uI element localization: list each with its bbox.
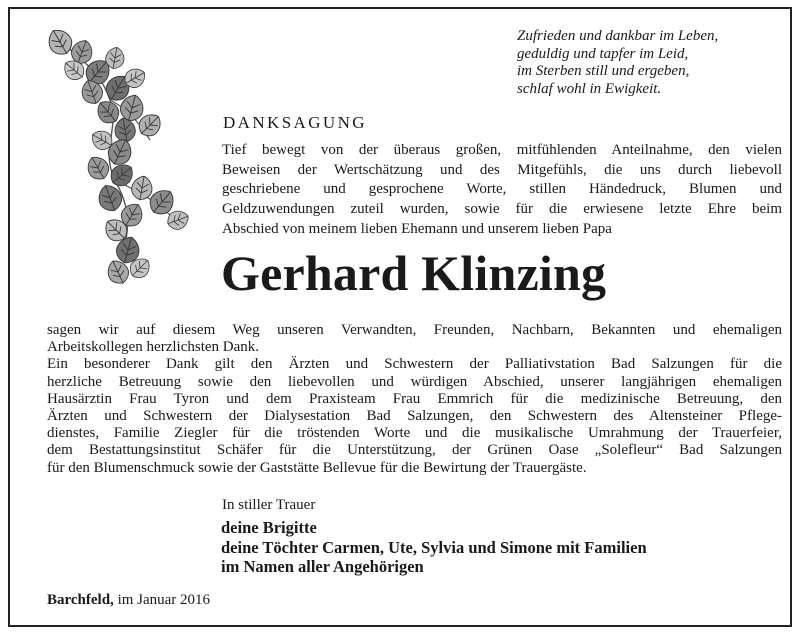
poem-line: geduldig und tapfer im Leid, (517, 45, 689, 62)
poem-line: im Sterben still und ergeben, (517, 63, 690, 79)
body-line: Hausärztin Frau Tyron und dem Praxisteam Frau Emmrich für die medizinische Betreuung, den (47, 390, 782, 407)
signature-line: deine Töchter Carmen, Ute, Sylvia und Simone mit Familien (221, 537, 647, 557)
date-text: im Januar 2016 (117, 592, 211, 608)
intro-line: geschriebene und gesprochene Worte, stillen Händedruck, Blumen und (222, 181, 782, 198)
body-line: dem Bestattungsinstitut Schäfer für die Unterstützung, der Grünen Oase „Solefleur“ Bad Salzungen (47, 442, 782, 459)
intro-line: Tief bewegt von der überaus großen, mitfühlenden Anteilnahme, den vielen (222, 142, 782, 158)
ivy-leaves-icon (40, 30, 190, 290)
signatures (221, 518, 647, 577)
body-paragraph (47, 322, 782, 477)
intro-line: Abschied von meinem lieben Ehemann und unserem lieben Papa (222, 220, 612, 237)
intro-line: Geldzuwendungen zuteil wurden, sowie für die erwiesene letzte Ehre beim (222, 201, 782, 218)
memorial-poem (517, 28, 787, 98)
body-line: herzliche Betreuung sowie den liebevollen und würdigen Abschied, unserer langjährigen ehemaligen (47, 373, 782, 390)
place-name: Barchfeld, (47, 592, 114, 608)
body-line: sagen wir auf diesem Weg unseren Verwandten, Freunden, Nachbarn, Bekannten und ehemaligen (47, 322, 782, 338)
body-line: Arbeitskollegen herzlichsten Dank. (47, 339, 260, 356)
body-line: für den Blumenschmuck sowie der Gaststätte Bellevue für die Bewirtung der Trauergäste. (47, 459, 587, 476)
intro-line: Beweisen der Wertschätzung und des Mitgefühls, die uns durch liebevoll (222, 161, 782, 178)
signature-line: deine Brigitte (221, 518, 317, 537)
mourning-label: In stiller Trauer (222, 497, 316, 513)
intro-paragraph (222, 141, 782, 239)
poem-line: schlaf wohl in Ewigkeit. (517, 80, 662, 97)
deceased-name: Gerhard Klinzing (221, 245, 607, 301)
body-line: Ein besonderer Dank gilt den Ärzten und Schwestern der Palliativstation Bad Salzungen für die (47, 356, 782, 373)
notice-heading: DANKSAGUNG (223, 113, 367, 132)
signature-line: im Namen aller Angehörigen (221, 557, 424, 576)
body-line: Ärzten und Schwestern der Dialysestation Bad Salzungen, den Schwestern des Altensteiner Pflege- (47, 407, 782, 424)
poem-line: Zufrieden und dankbar im Leben, (517, 28, 719, 44)
body-line: dienstes, Familie Ziegler für die tröstenden Worte und die musikalische Umrahmung der Trauerfeier, (47, 425, 782, 442)
place-date (47, 592, 210, 609)
